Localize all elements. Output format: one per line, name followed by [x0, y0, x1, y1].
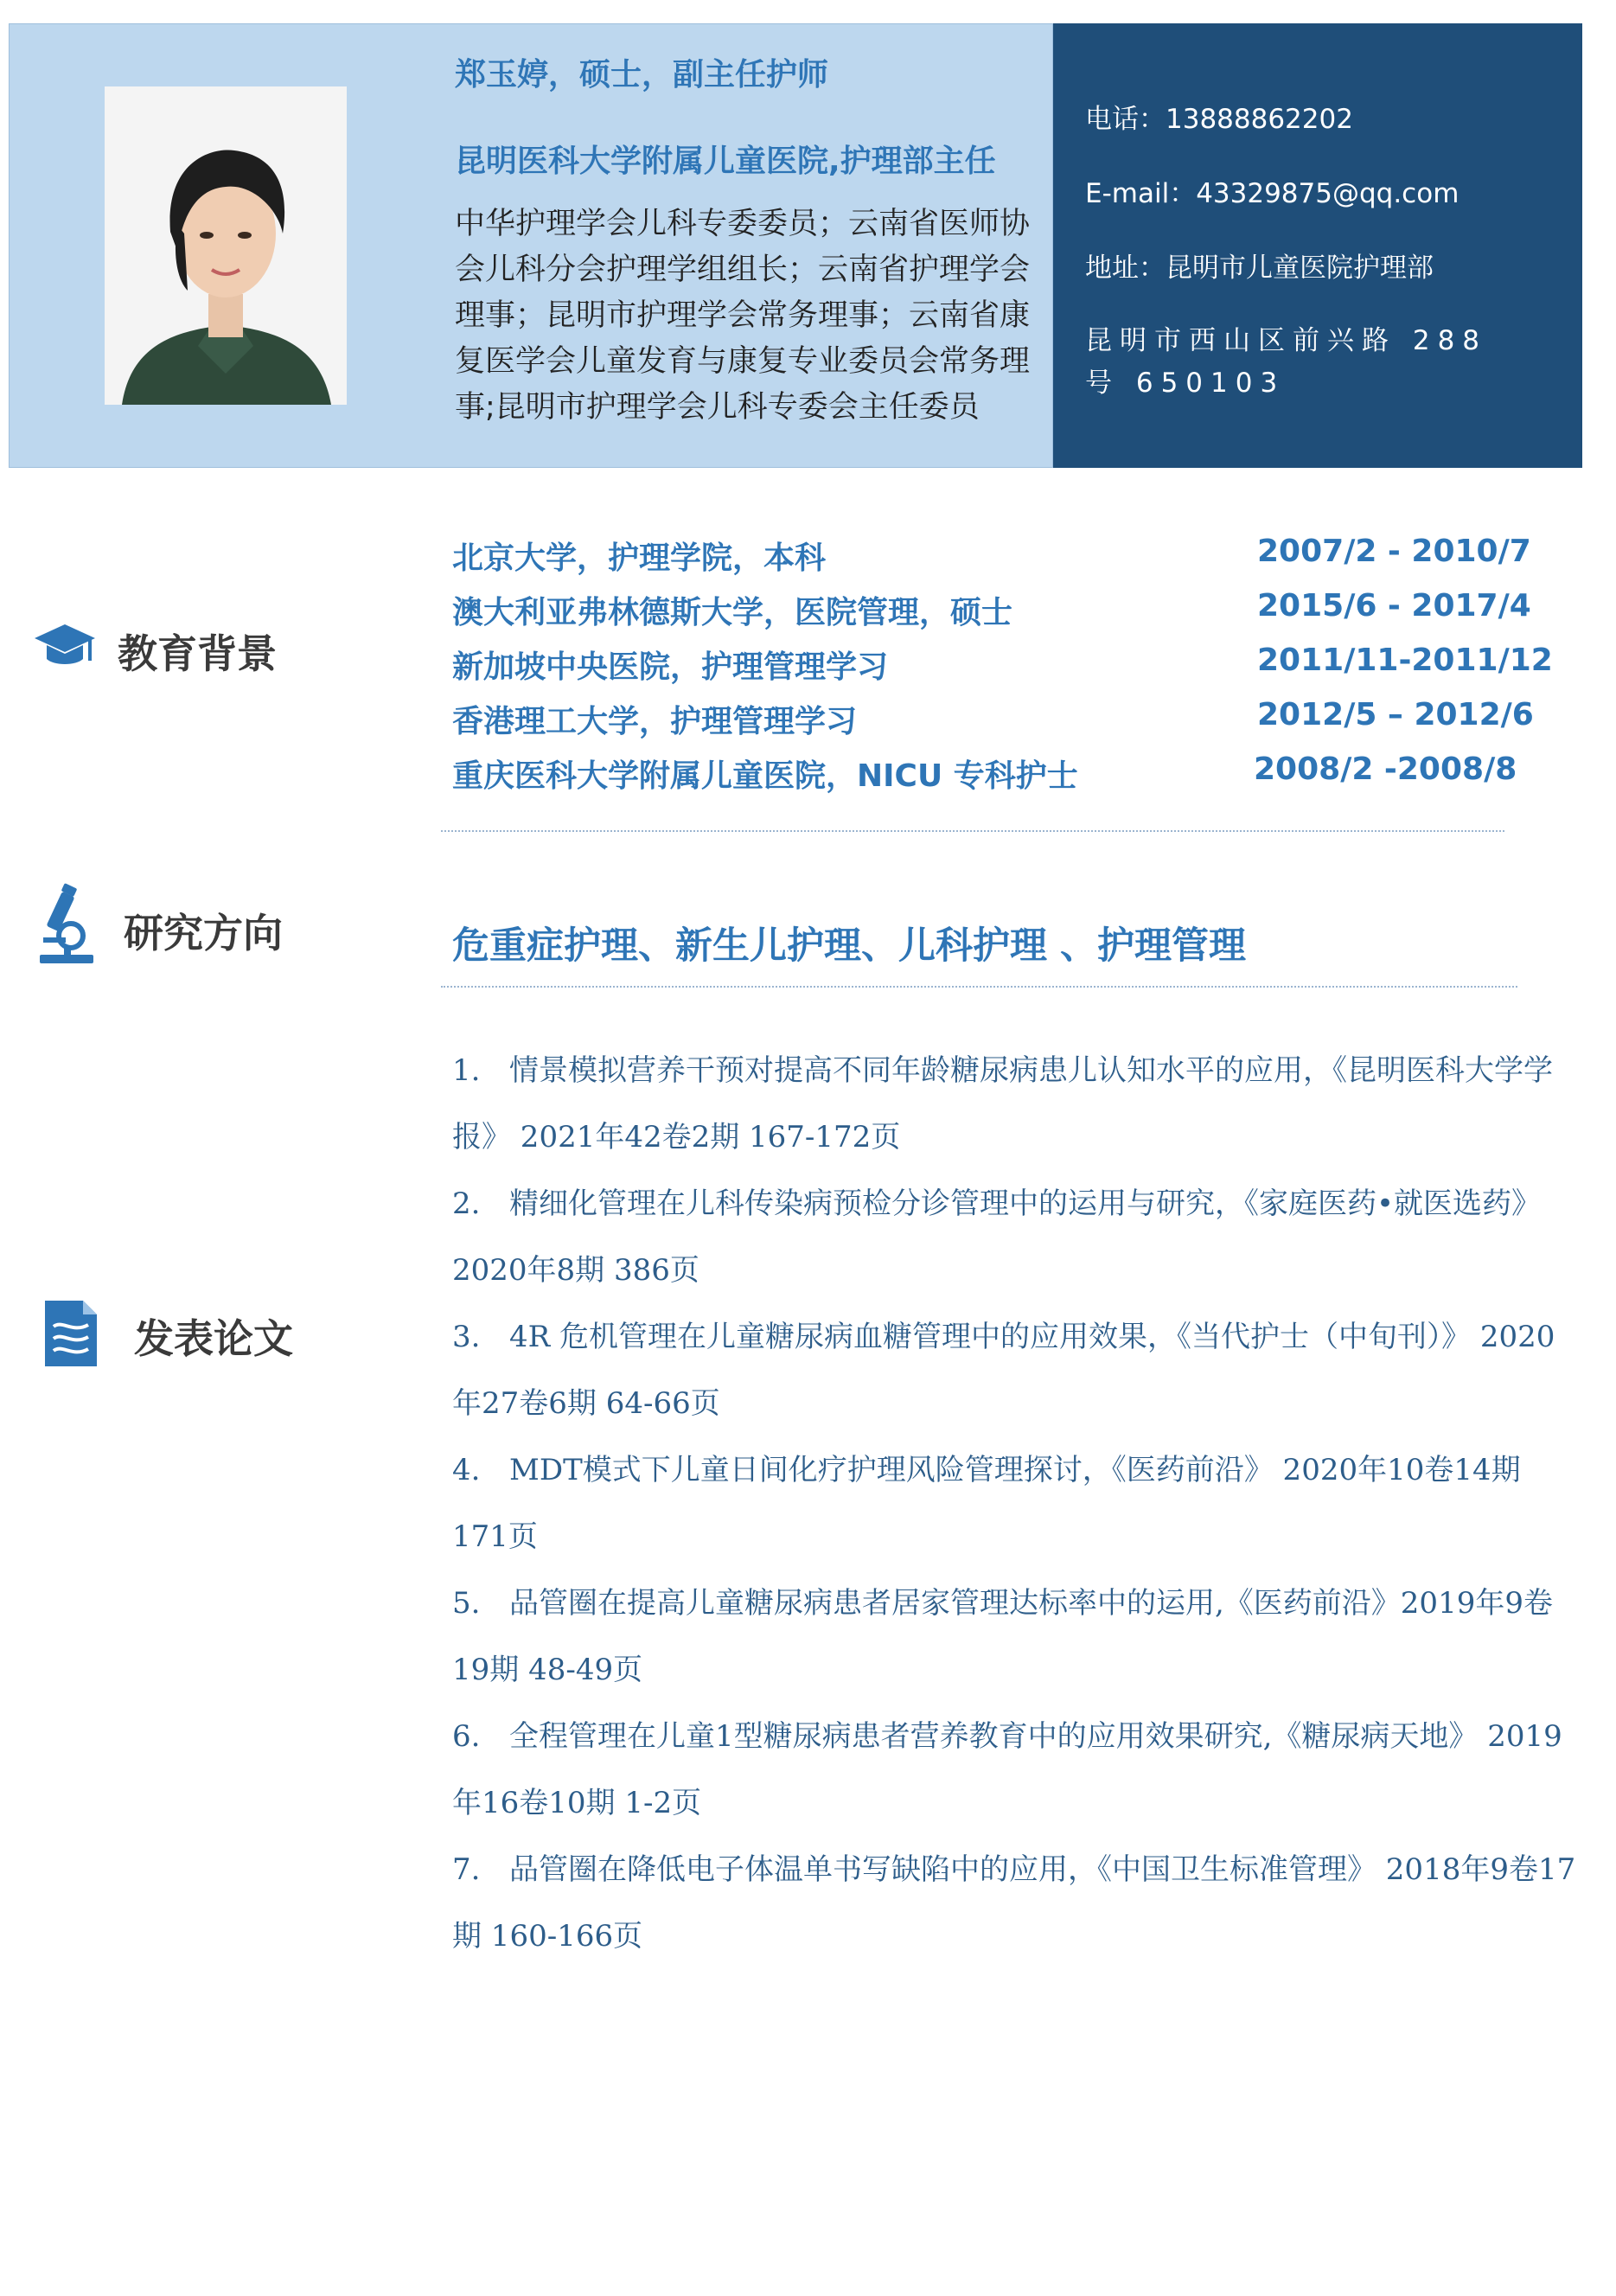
publication-number: 4.: [452, 1453, 481, 1487]
section-title-publications: 发表论文: [134, 1315, 293, 1362]
publication-text: 情景模拟营养干预对提高不同年龄糖尿病患儿认知水平的应用，《昆明医科大学学报》 2021年42卷2期 167-172页: [452, 1053, 1553, 1154]
education-dates: 2008/2 -2008/8: [1254, 751, 1517, 787]
education-school: 澳大利亚弗林德斯大学，医院管理，硕士: [452, 595, 1013, 630]
education-row: [452, 588, 1550, 636]
profile-panel: [9, 23, 1053, 468]
person-portrait-icon: [105, 86, 347, 405]
profile-photo: [105, 86, 347, 405]
publication-number: 3.: [452, 1320, 481, 1354]
publication-number: 7.: [452, 1852, 481, 1887]
document-icon: [42, 1297, 100, 1370]
contact-email: E-mail：43329875@qq.com: [1085, 178, 1460, 209]
contact-address: 地址：昆明市儿童医院护理部: [1085, 253, 1434, 284]
publication-number: 2.: [452, 1186, 481, 1221]
roles-text: 中华护理学会儿科专委委员；云南省医师协会儿科分会护理学组组长；云南省护理学会理事；昆明市护理学会常务理事；云南省康复医学会儿童发育与康复专业委员会常务理事;昆明市护理学会儿科专委会主任委员: [455, 207, 1031, 425]
publication-text: 品管圈在降低电子体温单书写缺陷中的应用，《中国卫生标准管理》 2018年9卷17期 160-166页: [452, 1852, 1576, 1954]
publication-item: [452, 1038, 1576, 1171]
publication-text: MDT模式下儿童日间化疗护理风险管理探讨，《医药前沿》 2020年10卷14期 171页: [452, 1453, 1521, 1554]
education-school: 香港理工大学，护理管理学习: [452, 704, 858, 739]
education-row: [452, 534, 1550, 582]
education-school: 新加坡中央医院，护理管理学习: [452, 649, 889, 685]
education-row: [452, 697, 1550, 745]
publication-item: [452, 1171, 1576, 1304]
education-row: [452, 751, 1550, 800]
publication-number: 6.: [452, 1719, 481, 1754]
publication-item: [452, 1570, 1576, 1704]
education-dates: 2012/5 – 2012/6: [1257, 697, 1534, 732]
publication-text: 4R 危机管理在儿童糖尿病血糖管理中的应用效果，《当代护士（中旬刊）》 2020年27卷6期 64-66页: [452, 1320, 1555, 1421]
publication-number: 1.: [452, 1053, 481, 1088]
education-dates: 2007/2 - 2010/7: [1257, 534, 1531, 569]
education-row: [452, 643, 1553, 691]
education-school: 北京大学，护理学院，本科: [452, 540, 827, 576]
section-title-research: 研究方向: [124, 910, 283, 956]
publication-item: [452, 1304, 1576, 1437]
contact-address-detail: 昆明市西山区前兴路 288 号 650103: [1085, 325, 1488, 399]
name-title: 郑玉婷，硕士，副主任护师: [455, 57, 829, 93]
publication-text: 精细化管理在儿科传染病预检分诊管理中的运用与研究，《家庭医药•就医选药》 2020年8期 386页: [452, 1186, 1542, 1288]
divider: [441, 986, 1517, 988]
organization-title: 昆明医科大学附属儿童医院,护理部主任: [455, 144, 996, 179]
publication-item: [452, 1437, 1576, 1570]
education-dates: 2011/11-2011/12: [1257, 643, 1553, 678]
section-title-education: 教育背景: [118, 630, 277, 677]
publication-text: 品管圈在提高儿童糖尿病患者居家管理达标率中的运用,《医药前沿》2019年9卷19期 48-49页: [452, 1586, 1553, 1687]
publication-item: [452, 1837, 1576, 1970]
research-directions: 危重症护理、新生儿护理、儿科护理 、护理管理: [452, 924, 1246, 968]
education-dates: 2015/6 - 2017/4: [1257, 588, 1531, 624]
graduation-cap-icon: [33, 621, 97, 673]
divider: [441, 830, 1504, 832]
publication-item: [452, 1704, 1576, 1837]
education-school: 重庆医科大学附属儿童医院，NICU 专科护士: [452, 758, 1078, 794]
publication-text: 全程管理在儿童1型糖尿病患者营养教育中的应用效果研究,《糖尿病天地》 2019年16卷10期 1-2页: [452, 1719, 1562, 1820]
microscope-icon: [38, 882, 95, 965]
publication-number: 5.: [452, 1586, 481, 1621]
publication-list: [452, 1038, 1576, 1970]
contact-phone: 电话：13888862202: [1085, 104, 1353, 135]
